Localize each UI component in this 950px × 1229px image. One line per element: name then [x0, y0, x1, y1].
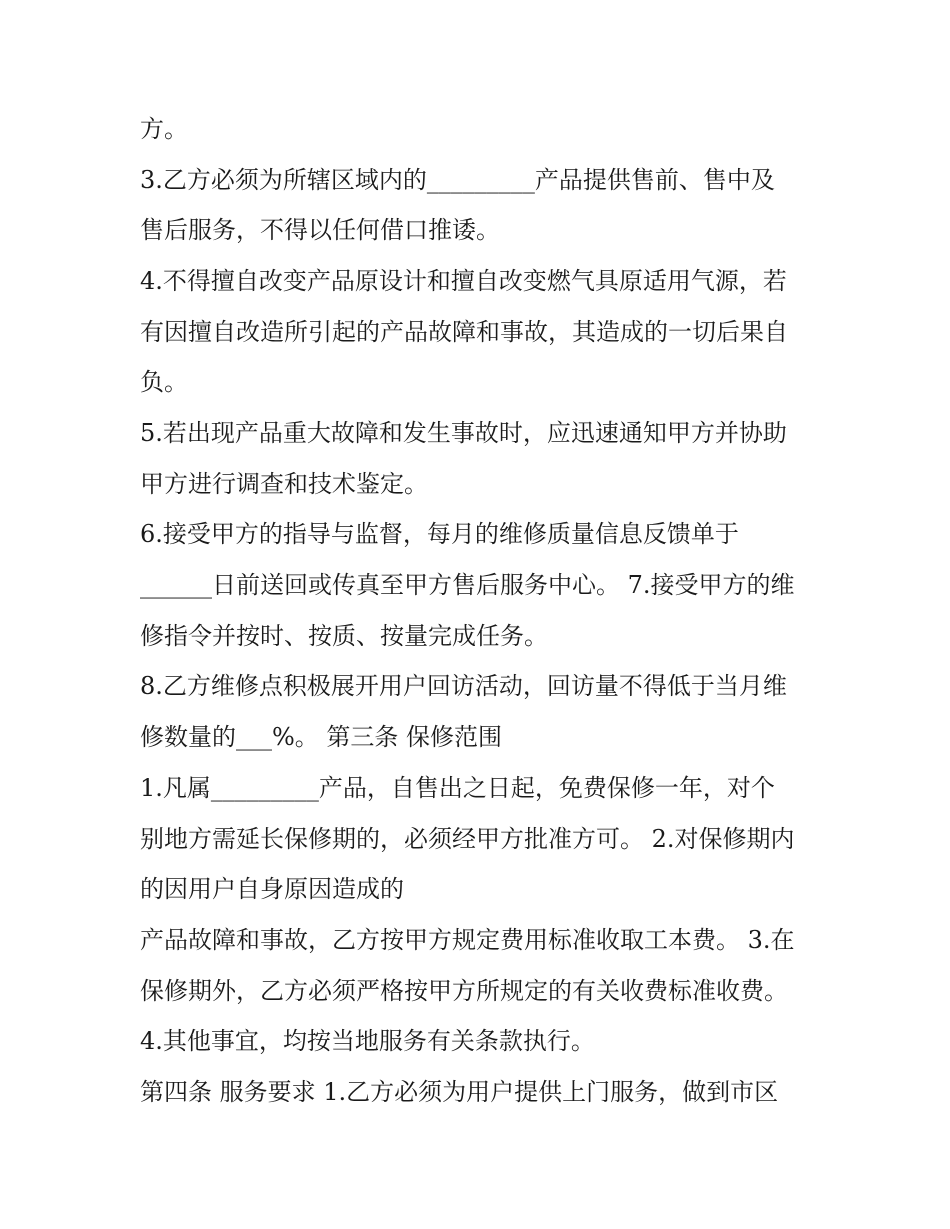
text-line: 1.凡属_________产品，自售出之日起，免费保修一年，对个	[140, 774, 775, 802]
text-line: 方。	[140, 115, 188, 143]
text-line: 8.乙方维修点积极展开用户回访活动，回访量不得低于当月维	[140, 672, 787, 700]
text-line: 4.其他事宜，均按当地服务有关条款执行。	[140, 1027, 595, 1055]
text-line: ______日前送回或传真至甲方售后服务中心。 7.接受甲方的维	[140, 571, 795, 599]
text-line: 的因用户自身原因造成的	[140, 875, 404, 903]
text-line: 6.接受甲方的指导与监督，每月的维修质量信息反馈单于	[140, 520, 739, 548]
text-line: 产品故障和事故，乙方按甲方规定费用标准收取工本费。 3.在	[140, 926, 795, 954]
text-line: 4.不得擅自改变产品原设计和擅自改变燃气具原适用气源，若	[140, 267, 787, 295]
text-line: 修数量的___%。 第三条 保修范围	[140, 723, 503, 751]
text-line: 第四条 服务要求 1.乙方必须为用户提供上门服务，做到市区	[140, 1078, 779, 1106]
text-line: 3.乙方必须为所辖区域内的_________产品提供售前、售中及	[140, 166, 775, 194]
text-line: 修指令并按时、按质、按量完成任务。	[140, 622, 548, 650]
text-line: 别地方需延长保修期的，必须经甲方批准方可。 2.对保修期内	[140, 825, 795, 853]
text-line: 负。	[140, 368, 188, 396]
text-line: 售后服务，不得以任何借口推诿。	[140, 216, 500, 244]
text-line: 有因擅自改造所引起的产品故障和事故，其造成的一切后果自	[140, 318, 788, 346]
text-line: 甲方进行调查和技术鉴定。	[140, 470, 428, 498]
text-line: 5.若出现产品重大故障和发生事故时，应迅速通知甲方并协助	[140, 419, 787, 447]
text-line: 保修期外，乙方必须严格按甲方所规定的有关收费标准收费。	[140, 977, 788, 1005]
